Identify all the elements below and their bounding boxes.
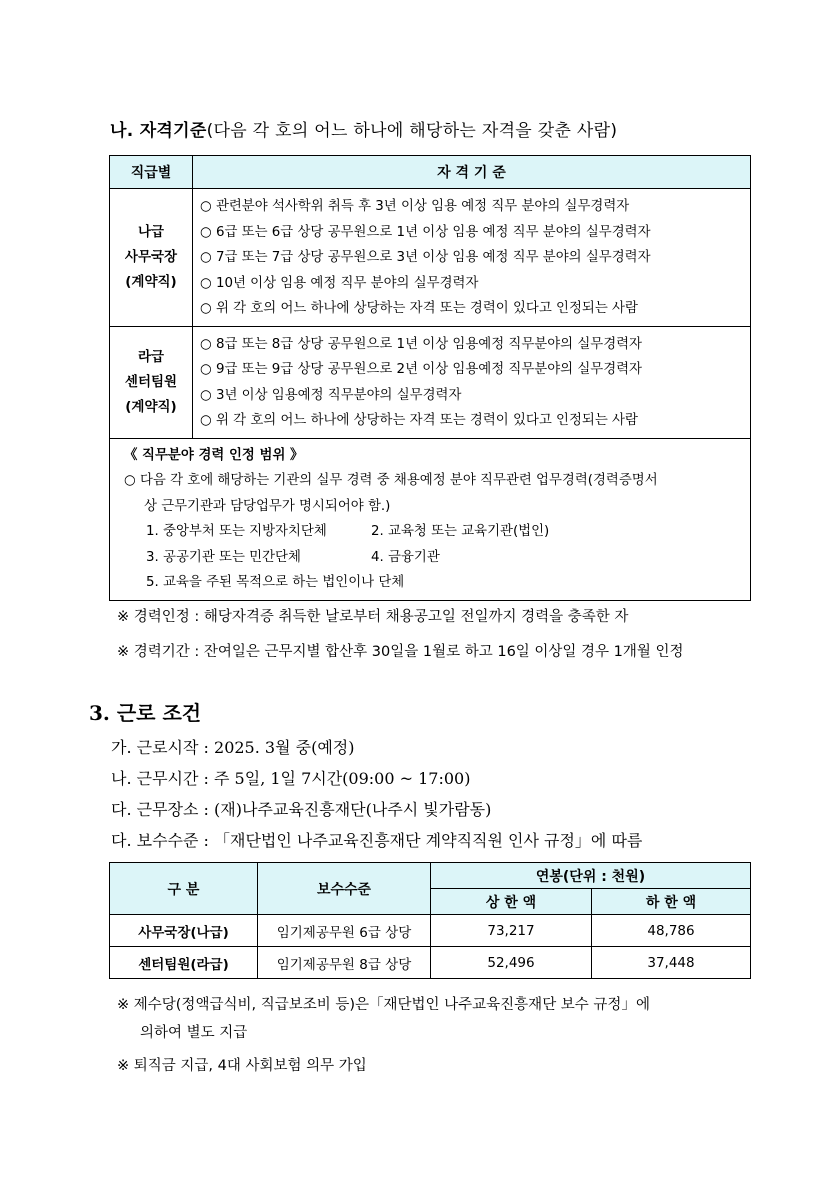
condition-item: 나. 근무시간 : 주 5일, 1일 7시간(09:00 ~ 17:00) bbox=[111, 769, 471, 788]
criteria-item: ○ 3년 이상 임용예정 직무분야의 실무경력자 bbox=[200, 387, 462, 403]
criteria-item: ○ 관련분야 석사학위 취득 후 3년 이상 임용 예정 직무 분야의 실무경력자 bbox=[200, 199, 630, 214]
table-row bbox=[110, 947, 751, 979]
pay-upper: 52,496 bbox=[431, 947, 592, 979]
career-scope-item: 4. 금융기관 bbox=[371, 549, 440, 565]
grade-cell bbox=[110, 326, 193, 438]
criteria-item: ○ 9급 또는 9급 상당 공무원으로 2년 이상 임용예정 직무분야의 실무경력자 bbox=[200, 362, 642, 377]
pay-lower: 37,448 bbox=[592, 947, 751, 979]
career-recognition-note: ※ 경력인정 : 해당자격증 취득한 날로부터 채용공고일 전일까지 경력을 충족한 자 bbox=[117, 609, 629, 625]
grade-title: 센터팀원 bbox=[124, 373, 178, 390]
career-scope-list-row bbox=[124, 545, 744, 571]
career-scope-item: 3. 공공기관 또는 민간단체 bbox=[146, 549, 301, 565]
career-period-note: ※ 경력기간 : 잔여일은 근무지별 합산후 30일을 1월로 하고 16일 이상일 경우 1개월 인정 bbox=[117, 644, 684, 660]
criteria-item: ○ 위 각 호의 어느 하나에 상당하는 자격 또는 경력이 있다고 인정되는 사람 bbox=[200, 413, 638, 428]
career-scope-line: ○ 다음 각 호에 해당하는 기관의 실무 경력 중 채용예정 분야 직무관련 업무경력(경력증명서 bbox=[124, 473, 658, 488]
header-lower: 하 한 액 bbox=[592, 889, 751, 915]
career-scope-list-row bbox=[124, 570, 744, 596]
table-row bbox=[110, 189, 751, 327]
qualification-table bbox=[109, 155, 751, 601]
career-scope-item: 5. 교육을 주된 목적으로 하는 법인이나 단체 bbox=[146, 575, 405, 590]
header-criteria: 자 격 기 준 bbox=[193, 156, 751, 189]
career-scope-title: 《 직무분야 경력 인정 범위 》 bbox=[124, 447, 304, 463]
grade-type: (계약직) bbox=[125, 273, 177, 290]
career-scope-list-row bbox=[124, 519, 744, 545]
allowance-note-line: ※ 제수당(정액급식비, 직급보조비 등)은「재단법인 나주교육진흥재단 보수 규정」에 bbox=[117, 997, 650, 1013]
career-scope-item: 2. 교육청 또는 교육기관(법인) bbox=[371, 524, 550, 539]
criteria-item: ○ 위 각 호의 어느 하나에 상당하는 자격 또는 경력이 있다고 인정되는 사람 bbox=[200, 301, 638, 316]
career-scope-cell bbox=[110, 438, 751, 600]
pay-level: 임기제공무원 8급 상당 bbox=[258, 947, 431, 979]
pay-category: 센터팀원(라급) bbox=[110, 947, 258, 979]
criteria-item: ○ 7급 또는 7급 상당 공무원으로 3년 이상 임용 예정 직무 분야의 실무경력자 bbox=[200, 250, 651, 265]
qualification-heading-label: 나. 자격기준 bbox=[110, 121, 207, 141]
grade-title: 사무국장 bbox=[124, 248, 178, 265]
table-row bbox=[110, 326, 751, 438]
pay-upper: 73,217 bbox=[431, 915, 592, 947]
criteria-cell bbox=[193, 189, 751, 327]
grade-level: 나급 bbox=[137, 223, 165, 240]
criteria-item: ○ 8급 또는 8급 상당 공무원으로 1년 이상 임용예정 직무분야의 실무경력자 bbox=[200, 336, 642, 352]
criteria-item: ○ 10년 이상 임용 예정 직무 분야의 실무경력자 bbox=[200, 275, 479, 291]
table-row bbox=[110, 915, 751, 947]
header-level: 보수수준 bbox=[258, 863, 431, 915]
condition-item: 다. 보수수준 : 「재단법인 나주교육진흥재단 계약직직원 인사 규정」에 따름 bbox=[111, 831, 643, 850]
career-scope-line: 상 근무기관과 담당업무가 명시되어야 함.) bbox=[144, 498, 391, 514]
header-grade: 직급별 bbox=[110, 156, 193, 189]
pay-table bbox=[109, 862, 751, 979]
header-salary: 연봉(단위 : 천원) bbox=[431, 863, 751, 889]
pay-level: 임기제공무원 6급 상당 bbox=[258, 915, 431, 947]
criteria-cell bbox=[193, 326, 751, 438]
condition-item: 가. 근로시작 : 2025. 3월 중(예정) bbox=[111, 738, 355, 757]
qualification-heading bbox=[110, 116, 617, 141]
condition-item: 다. 근무장소 : (재)나주교육진흥재단(나주시 빛가람동) bbox=[111, 800, 492, 819]
grade-cell bbox=[110, 189, 193, 327]
grade-level: 라급 bbox=[137, 348, 165, 365]
allowance-note-line: 의하여 별도 지급 bbox=[140, 1025, 248, 1041]
career-scope-item: 1. 중앙부처 또는 지방자치단체 bbox=[146, 524, 327, 539]
header-upper: 상 한 액 bbox=[431, 889, 592, 915]
qualification-table-header bbox=[110, 156, 751, 189]
criteria-item: ○ 6급 또는 6급 상당 공무원으로 1년 이상 임용 예정 직무 분야의 실무경력자 bbox=[200, 224, 651, 240]
pay-table-header bbox=[110, 863, 751, 889]
grade-type: (계약직) bbox=[125, 398, 177, 415]
qualification-heading-desc: (다음 각 호의 어느 하나에 해당하는 자격을 갖춘 사람) bbox=[206, 121, 618, 141]
career-scope-row bbox=[110, 438, 751, 600]
section-title: 3. 근로 조건 bbox=[89, 701, 202, 725]
pay-category: 사무국장(나급) bbox=[110, 915, 258, 947]
allowance-note bbox=[117, 991, 650, 1047]
pay-lower: 48,786 bbox=[592, 915, 751, 947]
insurance-note: ※ 퇴직금 지급, 4대 사회보험 의무 가입 bbox=[117, 1058, 367, 1074]
header-category: 구 분 bbox=[110, 863, 258, 915]
